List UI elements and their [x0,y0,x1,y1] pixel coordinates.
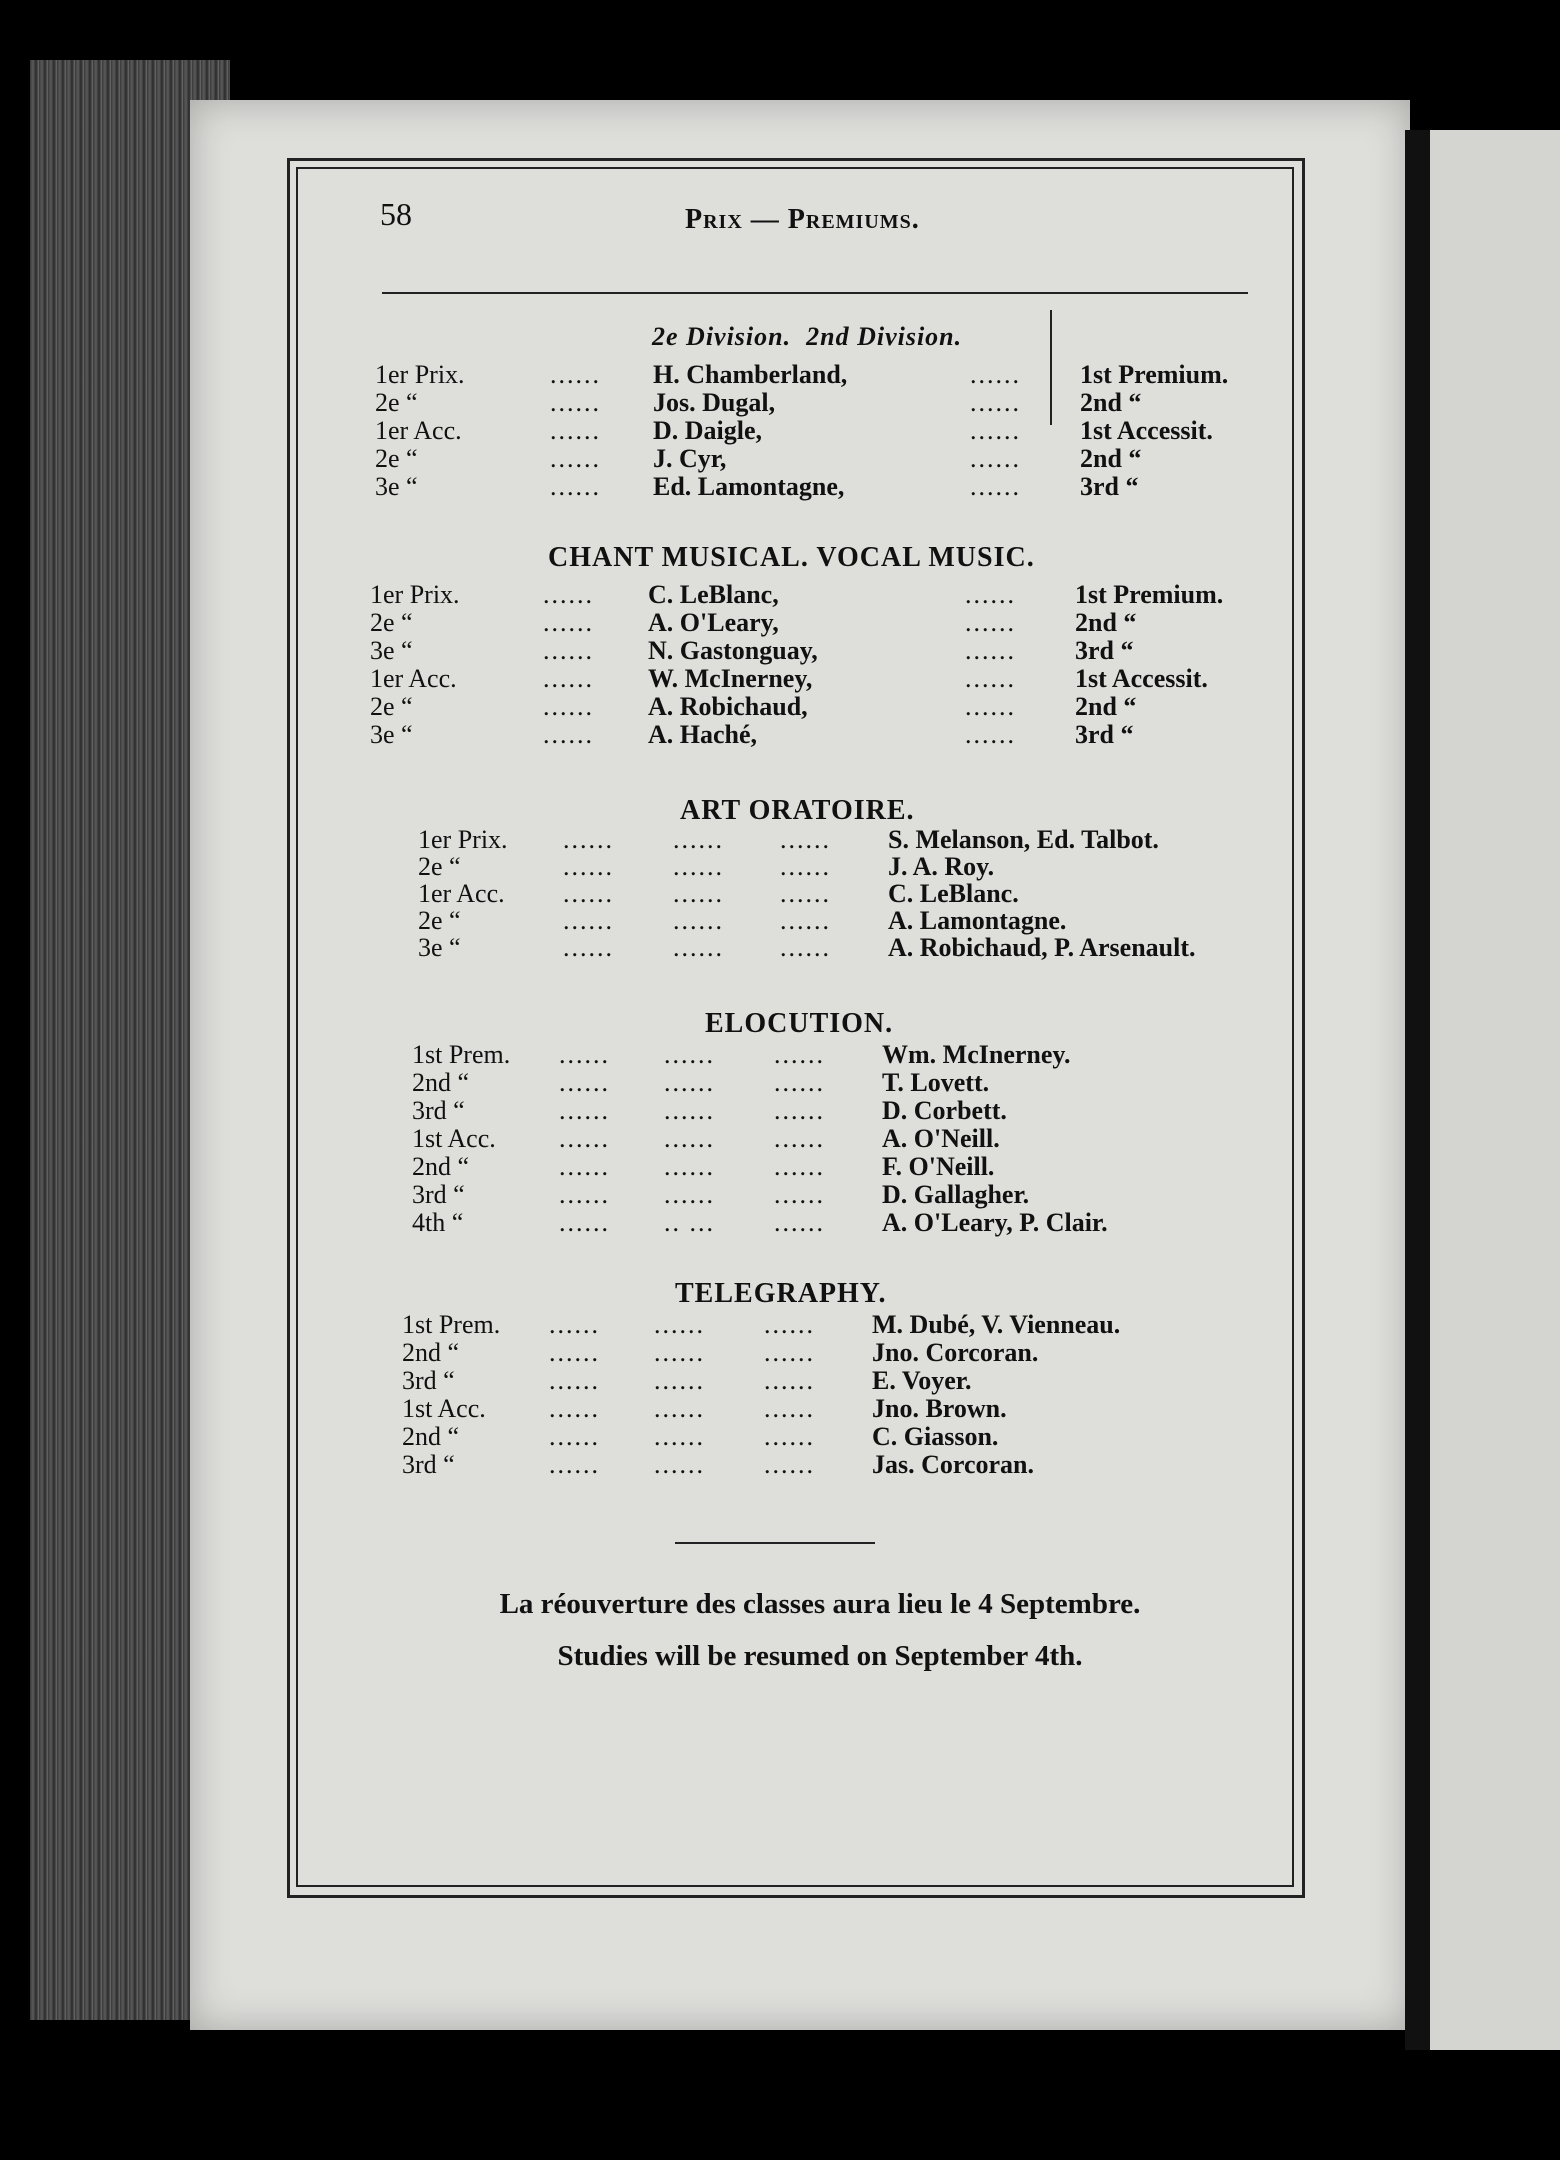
dot-leader: ...... [549,1394,600,1423]
dot-leader: ...... [549,1450,600,1479]
dot-leader: ...... [559,1096,610,1125]
dot-leader: ...... [654,1394,705,1423]
rank-label: 1er Prix. [370,580,460,609]
rank-label: 3e “ [418,933,461,962]
dot-leader: ...... [563,825,614,854]
dot-leader: ...... [965,720,1016,749]
recipient-name: C. LeBlanc, [648,580,779,609]
division-title-fr: 2e Division. [652,322,792,351]
english-rank: 2nd “ [1080,388,1142,417]
recipient-name: T. Lovett. [882,1068,990,1097]
footer-rule [675,1542,875,1544]
rank-label: 1er Acc. [418,879,505,908]
header-rule [382,292,1248,294]
list-item [375,388,1142,417]
recipient-name: H. Chamberland, [653,360,848,389]
dot-leader: ...... [559,1180,610,1209]
dot-leader: ...... [764,1394,815,1423]
dot-leader: ...... [664,1152,715,1181]
dot-leader: ...... [673,906,724,935]
list-item [412,1068,1232,1096]
elocution-title: ELOCUTION. [705,1008,894,1039]
rank-label: 2e “ [370,692,413,721]
list-item [370,580,1224,609]
dot-leader: ...... [764,1338,815,1367]
list-item [370,692,1137,721]
list-item [375,472,1139,501]
telegraphy-title: TELEGRAPHY. [675,1278,887,1309]
rank-label: 4th “ [412,1208,464,1237]
recipient-name: A. Lamontagne. [888,906,1067,935]
list-item [370,664,1208,693]
list-item [418,825,1238,853]
dot-leader: ...... [774,1068,825,1097]
recipient-name: M. Dubé, V. Vienneau. [872,1310,1121,1339]
list-item [375,444,1142,473]
dot-leader: ...... [780,933,831,962]
rank-label: 3rd “ [412,1180,465,1209]
dot-leader: ...... [774,1040,825,1069]
dot-leader: ...... [654,1422,705,1451]
rank-label: 1er Prix. [418,825,508,854]
dot-leader: ...... [774,1096,825,1125]
list-item [412,1180,1232,1208]
rank-label: 2e “ [375,444,418,473]
facing-page [1430,130,1560,2050]
dot-leader: ...... [965,636,1016,665]
dot-leader: ...... [654,1338,705,1367]
dot-leader: ...... [543,636,594,665]
dot-leader: ...... [664,1180,715,1209]
dot-leader: ...... [654,1366,705,1395]
dot-leader: ...... [654,1450,705,1479]
dot-leader: ...... [559,1040,610,1069]
recipient-name: F. O'Neill. [882,1152,995,1181]
rank-label: 1er Prix. [375,360,465,389]
division-title [652,322,962,352]
dot-leader: ...... [774,1124,825,1153]
dot-leader: ...... [774,1180,825,1209]
rank-label: 1st Prem. [402,1310,501,1339]
dot-leader: ...... [780,879,831,908]
dot-leader: ...... [563,906,614,935]
english-rank: 1st Premium. [1075,580,1224,609]
rank-label: 2nd “ [402,1422,460,1451]
list-item [402,1338,1222,1366]
dot-leader: ...... [780,825,831,854]
recipient-name: A. O'Leary, P. Clair. [882,1208,1108,1237]
dot-leader: ...... [664,1040,715,1069]
page-header [375,196,1255,256]
dot-leader: ...... [543,580,594,609]
list-item [375,360,1229,389]
list-item [375,416,1213,445]
rank-label: 2e “ [418,906,461,935]
recipient-name: W. McInerney, [648,664,813,693]
dot-leader: ...... [550,416,601,445]
rank-label: 2e “ [370,608,413,637]
list-item [402,1450,1222,1478]
dot-leader: ...... [563,933,614,962]
dot-leader: ...... [970,416,1021,445]
english-rank: 2nd “ [1075,608,1137,637]
dot-leader: ...... [774,1152,825,1181]
list-item [418,933,1238,961]
list-item [412,1040,1232,1068]
rank-label: 3e “ [370,636,413,665]
rank-label: 2nd “ [412,1068,470,1097]
english-rank: 3rd “ [1075,636,1134,665]
division-title-en: 2nd Division. [806,322,963,351]
recipient-name: A. O'Neill. [882,1124,1000,1153]
dot-leader: .. ... [664,1208,715,1237]
rank-label: 3rd “ [402,1366,455,1395]
dot-leader: ...... [764,1366,815,1395]
running-title: Prix — Premiums. [685,204,920,235]
rank-label: 3rd “ [412,1096,465,1125]
list-item [402,1310,1222,1338]
list-item [418,852,1238,880]
dot-leader: ...... [543,608,594,637]
recipient-name: J. Cyr, [653,444,727,473]
english-rank: 1st Accessit. [1080,416,1213,445]
footer-line-en: Studies will be resumed on September 4th. [557,1640,1083,1672]
english-rank: 3rd “ [1075,720,1134,749]
chant-title: CHANT MUSICAL. VOCAL MUSIC. [548,542,1035,573]
dot-leader: ...... [550,388,601,417]
list-item [412,1152,1232,1180]
recipient-name: Jos. Dugal, [653,388,776,417]
dot-leader: ...... [965,580,1016,609]
english-rank: 1st Accessit. [1075,664,1208,693]
dot-leader: ...... [654,1310,705,1339]
recipient-name: Ed. Lamontagne, [653,472,845,501]
recipient-name: N. Gastonguay, [648,636,818,665]
dot-leader: ...... [673,933,724,962]
dot-leader: ...... [970,388,1021,417]
dot-leader: ...... [780,906,831,935]
list-item [418,906,1238,934]
page-number: 58 [380,196,412,232]
dot-leader: ...... [970,360,1021,389]
list-item [412,1208,1232,1236]
recipient-name: A. Robichaud, [648,692,808,721]
dot-leader: ...... [549,1366,600,1395]
dot-leader: ...... [543,664,594,693]
dot-leader: ...... [764,1422,815,1451]
recipient-name: J. A. Roy. [888,852,995,881]
dot-leader: ...... [965,664,1016,693]
dot-leader: ...... [543,692,594,721]
list-item [402,1394,1222,1422]
dot-leader: ...... [673,825,724,854]
rank-label: 2e “ [418,852,461,881]
recipient-name: E. Voyer. [872,1366,972,1395]
rank-label: 3e “ [370,720,413,749]
rank-label: 1st Prem. [412,1040,511,1069]
list-item [370,636,1134,665]
recipient-name: A. Haché, [648,720,758,749]
rank-label: 3e “ [375,472,418,501]
list-item [370,608,1137,637]
list-item [402,1422,1222,1450]
dot-leader: ...... [563,879,614,908]
rank-label: 2nd “ [402,1338,460,1367]
english-rank: 2nd “ [1080,444,1142,473]
dot-leader: ...... [764,1310,815,1339]
dot-leader: ...... [559,1124,610,1153]
dot-leader: ...... [965,608,1016,637]
dot-leader: ...... [970,444,1021,473]
dot-leader: ...... [559,1068,610,1097]
recipient-name: S. Melanson, Ed. Talbot. [888,825,1159,854]
dot-leader: ...... [664,1096,715,1125]
english-rank: 3rd “ [1080,472,1139,501]
english-rank: 2nd “ [1075,692,1137,721]
recipient-name: A. Robichaud, P. Arsenault. [888,933,1196,962]
dot-leader: ...... [664,1124,715,1153]
dot-leader: ...... [673,852,724,881]
dot-leader: ...... [664,1068,715,1097]
recipient-name: D. Corbett. [882,1096,1007,1125]
dot-leader: ...... [543,720,594,749]
dot-leader: ...... [780,852,831,881]
recipient-name: C. LeBlanc. [888,879,1019,908]
rank-label: 1er Acc. [375,416,462,445]
list-item [412,1124,1232,1152]
recipient-name: C. Giasson. [872,1422,999,1451]
recipient-name: Jas. Corcoran. [872,1450,1035,1479]
dot-leader: ...... [673,879,724,908]
dot-leader: ...... [965,692,1016,721]
rank-label: 3rd “ [402,1450,455,1479]
list-item [402,1366,1222,1394]
list-item [412,1096,1232,1124]
recipient-name: Jno. Brown. [872,1394,1007,1423]
rank-label: 1er Acc. [370,664,457,693]
dot-leader: ...... [559,1208,610,1237]
dot-leader: ...... [549,1338,600,1367]
english-rank: 1st Premium. [1080,360,1229,389]
dot-leader: ...... [549,1422,600,1451]
recipient-name: A. O'Leary, [648,608,779,637]
oratoire-title: ART ORATOIRE. [680,795,915,826]
rank-label: 2e “ [375,388,418,417]
dot-leader: ...... [550,360,601,389]
list-item [370,720,1134,749]
dot-leader: ...... [774,1208,825,1237]
list-item [418,879,1238,907]
recipient-name: D. Daigle, [653,416,763,445]
dot-leader: ...... [549,1310,600,1339]
footer-line-fr: La réouverture des classes aura lieu le 4 Septembre. [499,1588,1141,1620]
recipient-name: Wm. McInerney. [882,1040,1071,1069]
rank-label: 1st Acc. [412,1124,496,1153]
dot-leader: ...... [550,444,601,473]
recipient-name: Jno. Corcoran. [872,1338,1039,1367]
recipient-name: D. Gallagher. [882,1180,1030,1209]
dot-leader: ...... [970,472,1021,501]
dot-leader: ...... [550,472,601,501]
rank-label: 2nd “ [412,1152,470,1181]
rank-label: 1st Acc. [402,1394,486,1423]
dot-leader: ...... [559,1152,610,1181]
dot-leader: ...... [563,852,614,881]
dot-leader: ...... [764,1450,815,1479]
